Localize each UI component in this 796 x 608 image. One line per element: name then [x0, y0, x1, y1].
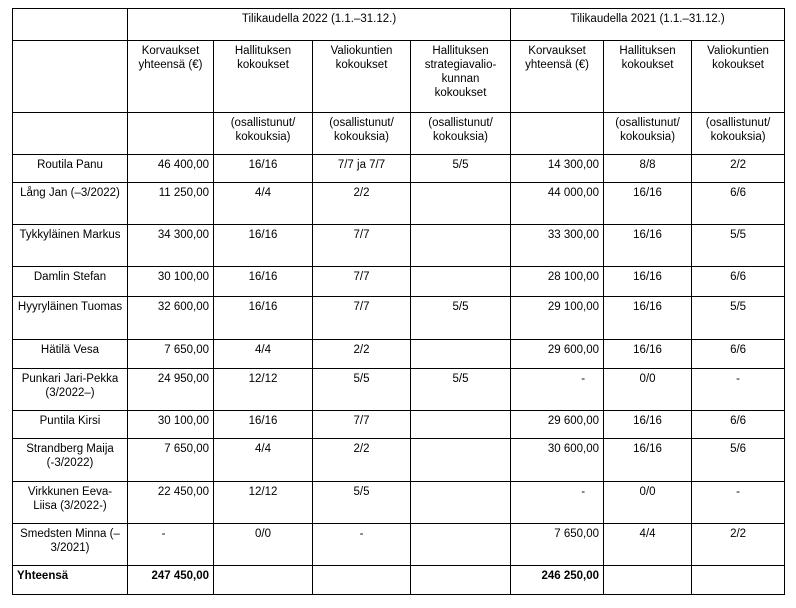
strategy-2022-cell — [411, 524, 511, 566]
member-name: Strandberg Maija (-3/2022) — [13, 439, 128, 482]
comp-2021-header: Korvaukset yhteensä (€) — [511, 41, 604, 113]
period-2022-header: Tilikaudella 2022 (1.1.–31.12.) — [128, 9, 511, 41]
member-row — [13, 524, 785, 566]
comp-2021-cell: 29 100,00 — [511, 297, 604, 340]
strategy-2022-header: Hallituksen strategiavalio-kunnan kokoukset — [411, 41, 511, 113]
comp-2021-cell: 14 300,00 — [511, 155, 604, 183]
member-row — [13, 155, 785, 183]
unit-comp-2021 — [511, 113, 604, 155]
comp-2022-cell: 11 250,00 — [128, 183, 214, 225]
total-row — [13, 566, 785, 595]
committee-2021-cell: 5/6 — [692, 439, 785, 482]
board-2022-cell: 12/12 — [214, 369, 313, 411]
committee-2022-cell: 7/7 — [313, 267, 411, 297]
board-2022-cell: 4/4 — [214, 340, 313, 369]
board-2022-cell: 12/12 — [214, 482, 313, 524]
corner-cell — [13, 9, 128, 41]
board-2021-header: Hallituksen kokoukset — [604, 41, 692, 113]
comp-2022-cell: 7 650,00 — [128, 340, 214, 369]
board-2022-cell: 16/16 — [214, 155, 313, 183]
comp-2021-cell: 29 600,00 — [511, 340, 604, 369]
board-2021-cell: 16/16 — [604, 340, 692, 369]
board-2022-header: Hallituksen kokoukset — [214, 41, 313, 113]
member-name: Lång Jan (–3/2022) — [13, 183, 128, 225]
committee-2021-cell: 6/6 — [692, 267, 785, 297]
member-name: Puntila Kirsi — [13, 411, 128, 439]
strategy-2022-cell — [411, 411, 511, 439]
member-name: Routila Panu — [13, 155, 128, 183]
comp-2022-cell: 22 450,00 — [128, 482, 214, 524]
board-2022-cell: 16/16 — [214, 267, 313, 297]
committee-2022-cell: 2/2 — [313, 340, 411, 369]
member-name: Damlin Stefan — [13, 267, 128, 297]
comp-2022-cell: 32 600,00 — [128, 297, 214, 340]
committee-2021-cell: 6/6 — [692, 183, 785, 225]
comp-2021-cell: 7 650,00 — [511, 524, 604, 566]
committee-2022-cell: 2/2 — [313, 183, 411, 225]
unit-header-row — [13, 113, 785, 155]
board-2021-cell: 0/0 — [604, 369, 692, 411]
strategy-2022-cell — [411, 183, 511, 225]
comp-2022-cell: 30 100,00 — [128, 267, 214, 297]
committee-2021-cell: - — [692, 482, 785, 524]
member-row — [13, 411, 785, 439]
committee-2021-cell: 5/5 — [692, 225, 785, 267]
member-row — [13, 297, 785, 340]
total-empty-cell — [411, 566, 511, 595]
member-name: Hyyryläinen Tuomas — [13, 297, 128, 340]
strategy-2022-cell — [411, 340, 511, 369]
comp-2022-cell: - — [128, 524, 214, 566]
board-2021-cell: 16/16 — [604, 297, 692, 340]
name-header-cell — [13, 41, 128, 113]
committee-2021-cell: 2/2 — [692, 524, 785, 566]
comp-2021-cell: 44 000,00 — [511, 183, 604, 225]
board-2022-cell: 4/4 — [214, 183, 313, 225]
comp-2021-cell: 28 100,00 — [511, 267, 604, 297]
comp-2022-cell: 24 950,00 — [128, 369, 214, 411]
member-name: Virkkunen Eeva-Liisa (3/2022-) — [13, 482, 128, 524]
committee-2022-cell: 7/7 ja 7/7 — [313, 155, 411, 183]
board-2021-cell: 16/16 — [604, 267, 692, 297]
comp-2021-cell: 29 600,00 — [511, 411, 604, 439]
committee-2022-cell: 7/7 — [313, 411, 411, 439]
member-row — [13, 183, 785, 225]
strategy-2022-cell: 5/5 — [411, 155, 511, 183]
strategy-2022-cell — [411, 267, 511, 297]
unit-committee-2022: (osallistunut/ kokouksia) — [313, 113, 411, 155]
strategy-2022-cell — [411, 439, 511, 482]
board-2022-cell: 0/0 — [214, 524, 313, 566]
unit-board-2022: (osallistunut/ kokouksia) — [214, 113, 313, 155]
member-row — [13, 482, 785, 524]
member-name: Tykkyläinen Markus — [13, 225, 128, 267]
strategy-2022-cell: 5/5 — [411, 297, 511, 340]
comp-2022-cell: 46 400,00 — [128, 155, 214, 183]
committee-2022-cell: 7/7 — [313, 297, 411, 340]
total-comp-2022: 247 450,00 — [128, 566, 214, 595]
committee-2021-cell: 6/6 — [692, 411, 785, 439]
unit-strategy-2022: (osallistunut/ kokouksia) — [411, 113, 511, 155]
strategy-2022-cell — [411, 482, 511, 524]
comp-2022-cell: 34 300,00 — [128, 225, 214, 267]
member-row — [13, 439, 785, 482]
committee-2022-cell: - — [313, 524, 411, 566]
comp-2021-cell: - — [511, 482, 604, 524]
comp-2022-cell: 7 650,00 — [128, 439, 214, 482]
board-2021-cell: 8/8 — [604, 155, 692, 183]
committee-2021-cell: 6/6 — [692, 340, 785, 369]
committee-2021-cell: 5/5 — [692, 297, 785, 340]
comp-2021-cell: - — [511, 369, 604, 411]
member-row — [13, 369, 785, 411]
total-empty-cell — [604, 566, 692, 595]
strategy-2022-cell: 5/5 — [411, 369, 511, 411]
total-label: Yhteensä — [13, 566, 128, 595]
member-name: Punkari Jari-Pekka (3/2022–) — [13, 369, 128, 411]
remuneration-table — [12, 8, 785, 595]
committee-2022-cell: 5/5 — [313, 482, 411, 524]
board-2021-cell: 0/0 — [604, 482, 692, 524]
period-header-row — [13, 9, 785, 41]
unit-name-cell — [13, 113, 128, 155]
committee-2022-cell: 5/5 — [313, 369, 411, 411]
total-empty-cell — [313, 566, 411, 595]
member-name: Hätilä Vesa — [13, 340, 128, 369]
board-2021-cell: 16/16 — [604, 183, 692, 225]
member-row — [13, 340, 785, 369]
comp-2021-cell: 33 300,00 — [511, 225, 604, 267]
unit-committee-2021: (osallistunut/ kokouksia) — [692, 113, 785, 155]
member-row — [13, 225, 785, 267]
total-empty-cell — [692, 566, 785, 595]
member-name: Smedsten Minna (–3/2021) — [13, 524, 128, 566]
unit-board-2021: (osallistunut/ kokouksia) — [604, 113, 692, 155]
board-2022-cell: 16/16 — [214, 297, 313, 340]
total-comp-2021: 246 250,00 — [511, 566, 604, 595]
committee-2021-header: Valiokuntien kokoukset — [692, 41, 785, 113]
committee-2021-cell: 2/2 — [692, 155, 785, 183]
board-2022-cell: 16/16 — [214, 225, 313, 267]
board-2022-cell: 4/4 — [214, 439, 313, 482]
comp-2021-cell: 30 600,00 — [511, 439, 604, 482]
committee-2022-header: Valiokuntien kokoukset — [313, 41, 411, 113]
committee-2022-cell: 7/7 — [313, 225, 411, 267]
board-2021-cell: 4/4 — [604, 524, 692, 566]
period-2021-header: Tilikaudella 2021 (1.1.–31.12.) — [511, 9, 785, 41]
committee-2021-cell: - — [692, 369, 785, 411]
unit-comp-2022 — [128, 113, 214, 155]
committee-2022-cell: 2/2 — [313, 439, 411, 482]
board-2021-cell: 16/16 — [604, 439, 692, 482]
strategy-2022-cell — [411, 225, 511, 267]
total-empty-cell — [214, 566, 313, 595]
comp-2022-cell: 30 100,00 — [128, 411, 214, 439]
member-row — [13, 267, 785, 297]
comp-2022-header: Korvaukset yhteensä (€) — [128, 41, 214, 113]
board-2022-cell: 16/16 — [214, 411, 313, 439]
board-2021-cell: 16/16 — [604, 411, 692, 439]
board-2021-cell: 16/16 — [604, 225, 692, 267]
column-header-row — [13, 41, 785, 113]
